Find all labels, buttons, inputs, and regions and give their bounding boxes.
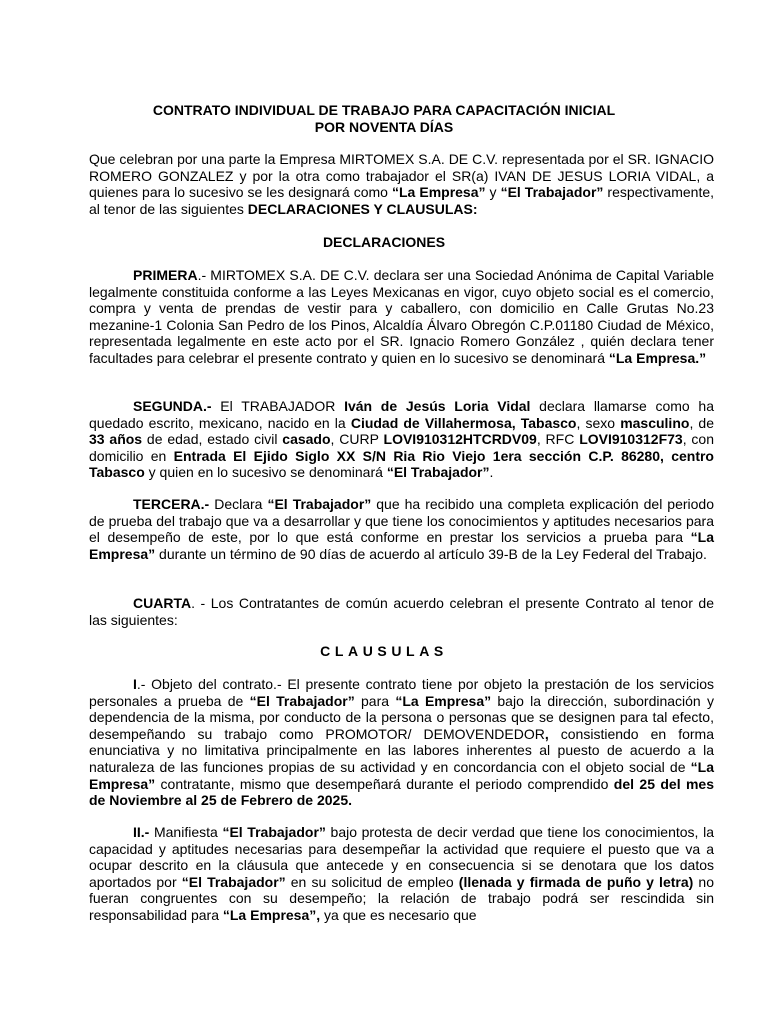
title-line-2: POR NOVENTA DÍAS bbox=[314, 119, 454, 135]
bold-text-run: “La Empresa” bbox=[392, 184, 486, 201]
text-run: , con domicilio en bbox=[89, 431, 715, 464]
text-run: consistiendo en forma enunciativa y no limitativa principalmente en las labores inherentes al puesto de acuerdo a la naturaleza de las funciones propias de su actividad y en concordancia con el objeto social de bbox=[89, 725, 714, 775]
text-run: . bbox=[489, 464, 494, 481]
clausula-1 bbox=[89, 676, 714, 809]
bold-text-run: del 25 del mes de Noviembre al 25 de Febrero de 2025. bbox=[89, 775, 715, 809]
bold-text-run: masculino bbox=[620, 414, 690, 431]
bold-text-run: , bbox=[316, 906, 321, 923]
clausulas-heading: CLAUSULAS bbox=[320, 643, 448, 659]
text-run: , sexo bbox=[576, 414, 621, 431]
bold-text-run: Iván de Jesús Loria Vidal bbox=[344, 398, 531, 414]
intro-paragraph bbox=[89, 151, 714, 217]
text-run: de edad, estado civil bbox=[142, 431, 283, 448]
bold-text-run: “El Trabajador” bbox=[181, 873, 286, 890]
text-run: .- MIRTOMEX S.A. DE C.V. declara ser una Sociedad Anónima de Capital Variable legalmente constituida conforme a las Leyes Mexicanas en vigor, cuyo objeto social es el comercio, compra y venta de prendas de vestir para y caballero, con domicilio en Calle Grutas No.23 mezanine-1 Colonia San Pedro de los Pinos, Alcaldía Álvaro Obregón C.P.01180 Ciudad de México, representada legalmente en este acto por el SR. Ignacio Romero González , quién declara tener facultades para celebrar el presente contrato y quien en lo sucesivo se denominará bbox=[89, 267, 714, 366]
bold-text-run: “El Trabajador” bbox=[267, 496, 372, 512]
bold-text-run: LOVI910312F73 bbox=[579, 431, 683, 448]
bold-text-run: Ciudad de Villahermosa, Tabasco bbox=[350, 414, 577, 431]
text-run: El TRABAJADOR bbox=[211, 398, 345, 414]
text-run: no fueran congruentes con su desempeño; la relación de trabajo podrá ser rescindida sin responsabilidad para bbox=[89, 873, 714, 923]
text-run: que ha recibido una completa explicación del periodo de prueba del trabajo que va a desarrollar y que tiene los conocimientos y aptitudes necesarios para el desempeño de este, por lo que está conforme en prestar los servicios a prueba para bbox=[89, 496, 714, 546]
declaraciones-heading: DECLARACIONES bbox=[322, 234, 446, 250]
bold-text-run: CUARTA bbox=[133, 595, 192, 611]
bold-text-run: “El Trabajador” bbox=[222, 824, 326, 840]
text-run: para bbox=[354, 692, 396, 709]
bold-text-run: Entrada El Ejido Siglo XX S/N Ria Rio Viejo 1era sección C.P. 86280, centro Tabasco bbox=[89, 447, 714, 481]
bold-text-run: “El Trabajador” bbox=[386, 464, 490, 481]
text-run: contratante, mismo que desempeñará durante el periodo comprendido bbox=[155, 775, 614, 792]
bold-text-run: TERCERA.- bbox=[133, 496, 210, 512]
text-run: y quien en lo sucesivo se denominará bbox=[144, 464, 387, 481]
bold-text-run: “La Empresa” bbox=[395, 692, 492, 709]
text-run: . - Los Contratantes de común acuerdo celebran el presente Contrato al tenor de las siguientes: bbox=[89, 595, 714, 628]
text-run: y bbox=[485, 184, 501, 201]
bold-text-run: “La Empresa.” bbox=[608, 349, 707, 366]
text-run: , de bbox=[689, 414, 715, 431]
bold-text-run: “El Trabajador” bbox=[249, 692, 355, 709]
text-run: Declara bbox=[209, 496, 268, 512]
bold-text-run: PRIMERA bbox=[133, 267, 198, 283]
text-run: Manifiesta bbox=[149, 824, 223, 840]
bold-text-run: “La Empresa” bbox=[89, 758, 714, 792]
text-run: bajo la dirección, subordinación y dependencia de la misma, por conducto de la persona o personas que se designen para tal efecto, desempeñando su trabajo como PROMOTOR/ DEMOVENDEDOR bbox=[89, 692, 715, 742]
bold-text-run: SEGUNDA.- bbox=[133, 398, 212, 414]
declaracion-segunda bbox=[89, 398, 714, 481]
declaracion-primera bbox=[89, 267, 714, 367]
text-run: bajo protesta de decir verdad que tiene los conocimientos, la capacidad y aptitudes necesarias para desempeñar la actividad que requiere el puesto que va a ocupar descrito en la cláusula que antecede y en consecuencia si se denotara que los datos aportados por bbox=[89, 824, 714, 890]
bold-text-run: II.- bbox=[133, 824, 150, 840]
text-run: , CURP bbox=[330, 431, 384, 448]
text-run: ya que es necesario que bbox=[320, 906, 477, 923]
bold-text-run: DECLARACIONES Y CLAUSULAS: bbox=[247, 200, 478, 217]
text-run: respectivamente, al tenor de las siguientes bbox=[89, 184, 715, 217]
bold-text-run: “La Empresa” bbox=[222, 906, 317, 923]
document-title bbox=[0, 102, 768, 136]
text-run: declara llamarse como ha quedado escrito, mexicano, nacido en la bbox=[89, 398, 714, 431]
declaracion-tercera bbox=[89, 496, 714, 562]
text-run: en su solicitud de empleo bbox=[285, 873, 459, 890]
bold-text-run: I bbox=[133, 676, 137, 692]
bold-text-run: casado bbox=[282, 431, 331, 448]
title-line-1: CONTRATO INDIVIDUAL DE TRABAJO PARA CAPACITACIÓN INICIAL bbox=[152, 102, 616, 118]
bold-text-run: “La Empresa” bbox=[89, 529, 714, 562]
bold-text-run: (llenada y firmada de puño y letra) bbox=[458, 873, 694, 890]
text-run: durante un término de 90 días de acuerdo al artículo 39-B de la Ley Federal del Trabajo. bbox=[155, 545, 707, 562]
declaracion-cuarta bbox=[89, 595, 714, 628]
bold-text-run: “El Trabajador” bbox=[500, 184, 604, 201]
text-run: , RFC bbox=[536, 431, 580, 448]
clausula-2 bbox=[89, 824, 714, 924]
text-run: .- Objeto del contrato.- El presente contrato tiene por objeto la prestación de los servicios personales a prueba de bbox=[89, 676, 714, 709]
text-run: Que celebran por una parte la Empresa MIRTOMEX S.A. DE C.V. representada por el SR. IGNACIO ROMERO GONZALEZ y por la otra como trabajador el SR(a) IVAN DE JESUS LORIA VIDAL, a quienes para lo sucesivo se les designará como bbox=[89, 151, 714, 201]
bold-text-run: LOVI910312HTCRDV09 bbox=[383, 431, 537, 448]
bold-text-run: , bbox=[544, 725, 549, 742]
bold-text-run: 33 años bbox=[89, 431, 143, 448]
